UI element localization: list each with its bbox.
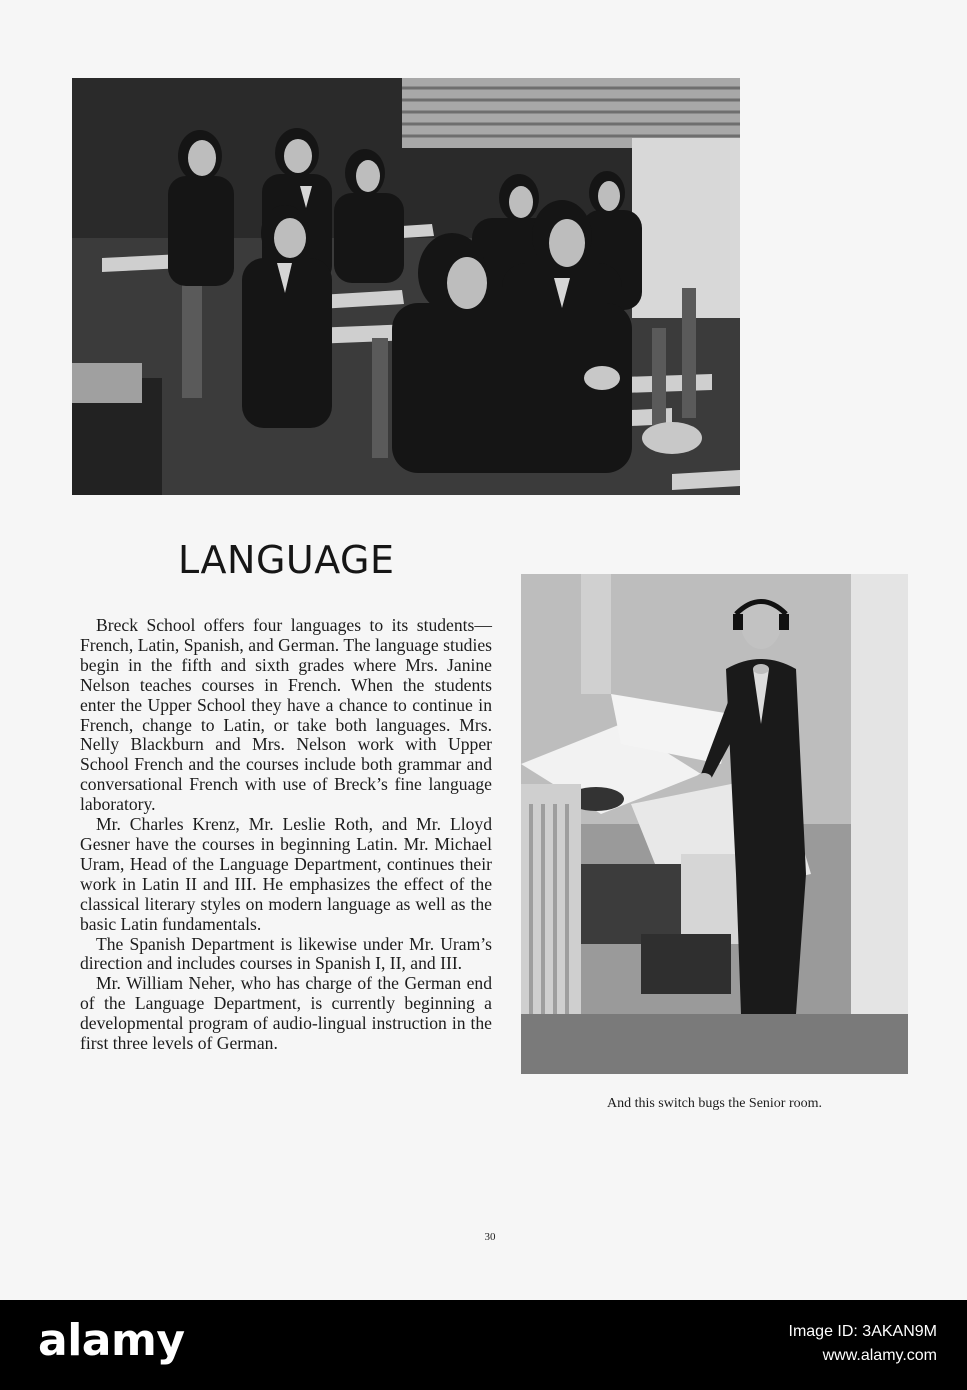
page-number: 30	[484, 1231, 496, 1243]
classroom-photo-illustration	[72, 78, 740, 495]
photo-caption: And this switch bugs the Senior room.	[606, 1096, 823, 1111]
paragraph: The Spanish Department is likewise under Mr. Uram’s direction and includes courses in Spanish I, II, and III.	[80, 933, 492, 974]
paragraph: Mr. Charles Krenz, Mr. Leslie Roth, and Mr. Lloyd Gesner have the courses in beginning Latin. Mr. Michael Uram, Head of the Language Department, continues their work in Latin II and III. He emphasizes the effect of the classical literary styles on modern language as well as the basic Latin fundamentals.	[80, 814, 492, 934]
classroom-photo	[72, 78, 740, 495]
language-lab-photo	[521, 574, 908, 1074]
page-title: LANGUAGE	[178, 538, 395, 582]
alamy-logo: alamy	[38, 1315, 185, 1366]
paragraph: Mr. William Neher, who has charge of the German end of the Language Department, is currently beginning a developmental program of audio-lingual instruction in the first three levels of German.	[80, 973, 492, 1054]
article-body	[80, 616, 492, 1054]
language-lab-photo-illustration	[521, 574, 908, 1074]
footer-info	[789, 1320, 938, 1368]
site-url: www.alamy.com	[822, 1347, 937, 1364]
image-id: Image ID: 3AKAN9M	[788, 1323, 937, 1340]
paragraph: Breck School offers four languages to its students—French, Latin, Spanish, and German. The language studies begin in the fifth and sixth grades where Mrs. Janine Nelson teaches courses in French. When the students enter the Upper School they have a chance to continue in French, change to Latin, or take both languages. Mrs. Nelly Blackburn and Mrs. Nelson work with Upper School French and the courses include both grammar and conversational French with use of Breck’s fine language laboratory.	[80, 615, 492, 815]
